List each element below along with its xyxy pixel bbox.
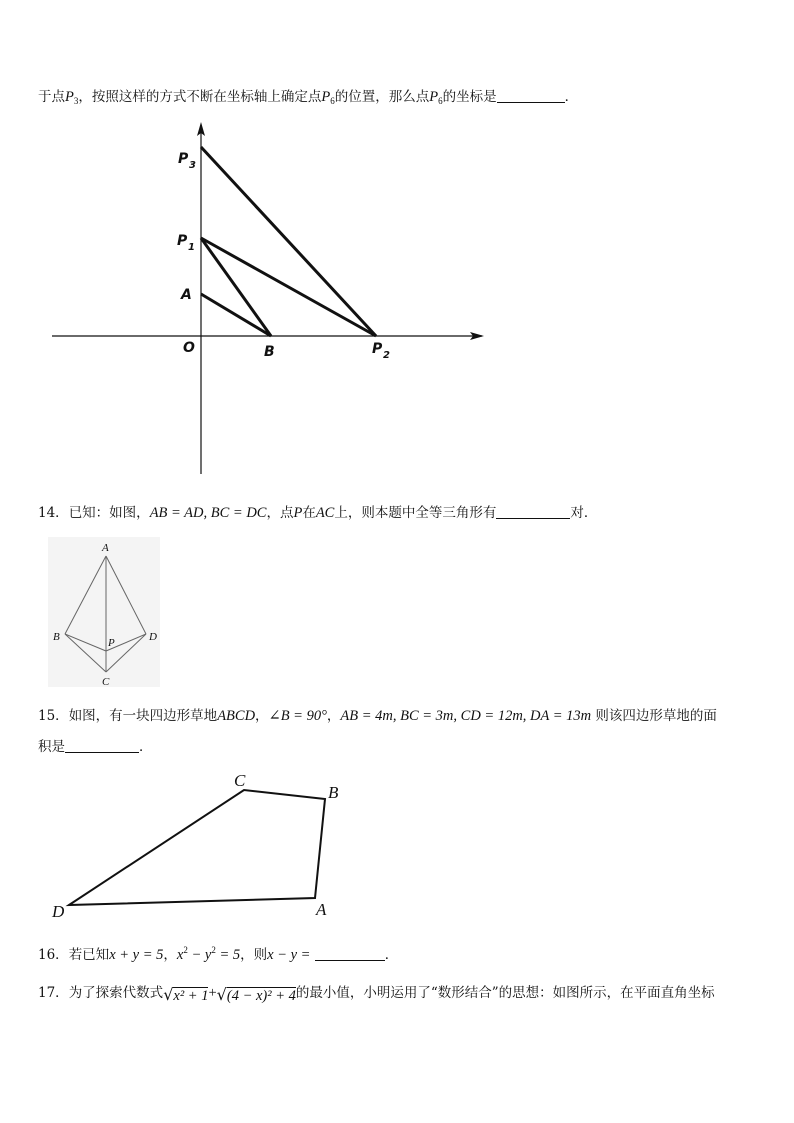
text: 在 [302,505,316,521]
label-a: A [316,900,327,919]
text: ． [384,947,399,963]
question-number: 15． [38,708,69,724]
label-p3: P [178,151,189,167]
text: ． [564,89,579,105]
math-expression: ∠B = 90° [268,708,327,724]
text: 上，则本题中全等三角形有 [334,505,497,521]
svg-text:2: 2 [383,350,390,361]
text: ，则 [240,947,268,963]
question-17 [38,984,715,1005]
text: 的坐标是 [442,89,497,105]
text: 的最小值，小明运用了“数形结合”的思想：如图所示，在平面直角坐标 [295,985,715,1001]
svg-text:1: 1 [188,242,195,253]
text: 为了探索代数式 [68,985,164,1001]
label-o: O [183,340,195,356]
math-symbol: ABCD [217,708,256,724]
label-a: A [181,287,192,303]
label-b: B [264,344,275,360]
label-c: C [234,771,246,790]
label-a: A [102,542,109,554]
math-symbol: AC [315,505,335,521]
label-d: D [52,902,65,921]
math-expression: AB = 4m, BC = 3m, CD = 12m, DA = 13m [340,708,592,724]
quadrilateral-abcd [69,790,325,905]
text: 对． [570,505,598,521]
text: 的位置，那么点 [334,89,430,105]
plus-sign: + [208,985,217,1001]
text: ， [163,947,177,963]
question-number: 16． [38,947,69,963]
point-p6: $P_6$ [321,89,335,106]
text: ， [255,708,269,724]
text: ，按照这样的方式不断在坐标轴上确定点 [78,89,322,105]
text: ， [326,708,341,724]
text: 积是 [38,739,65,755]
text: ． [139,739,153,755]
answer-blank[interactable] [315,946,385,961]
math-expression: AB = AD, BC = DC [149,505,267,521]
text: 则该四边形草地的面 [595,708,717,724]
math-symbol: P [293,505,303,521]
point-p3: $P_3$ [65,89,79,106]
math-expression: x − y = [267,947,311,963]
text: 于点 [38,89,65,105]
question-16 [38,941,398,964]
label-p2: P [372,341,383,357]
label-p: P [108,637,115,649]
text: 如图，有一块四边形草地 [68,708,218,724]
label-c: C [102,676,110,688]
radical-1: √x² + 1 [163,985,209,1004]
text: ，点 [266,505,294,521]
math-expression: x + y = 5 [109,947,164,963]
question-number: 14． [38,505,69,521]
label-d: D [149,631,157,643]
svg-text:3: 3 [189,160,196,171]
question-number: 17． [38,985,69,1001]
radical-2: √(4 − x)² + 4 [216,985,296,1004]
text: 已知：如图， [68,505,150,521]
math-expression: $x^2 - y^2 = 5$ [176,945,241,963]
point-p6: $P_6$ [429,89,443,106]
label-b: B [53,631,60,643]
label-p1: P [177,233,188,249]
label-b: B [328,783,339,802]
text: 若已知 [68,947,110,963]
